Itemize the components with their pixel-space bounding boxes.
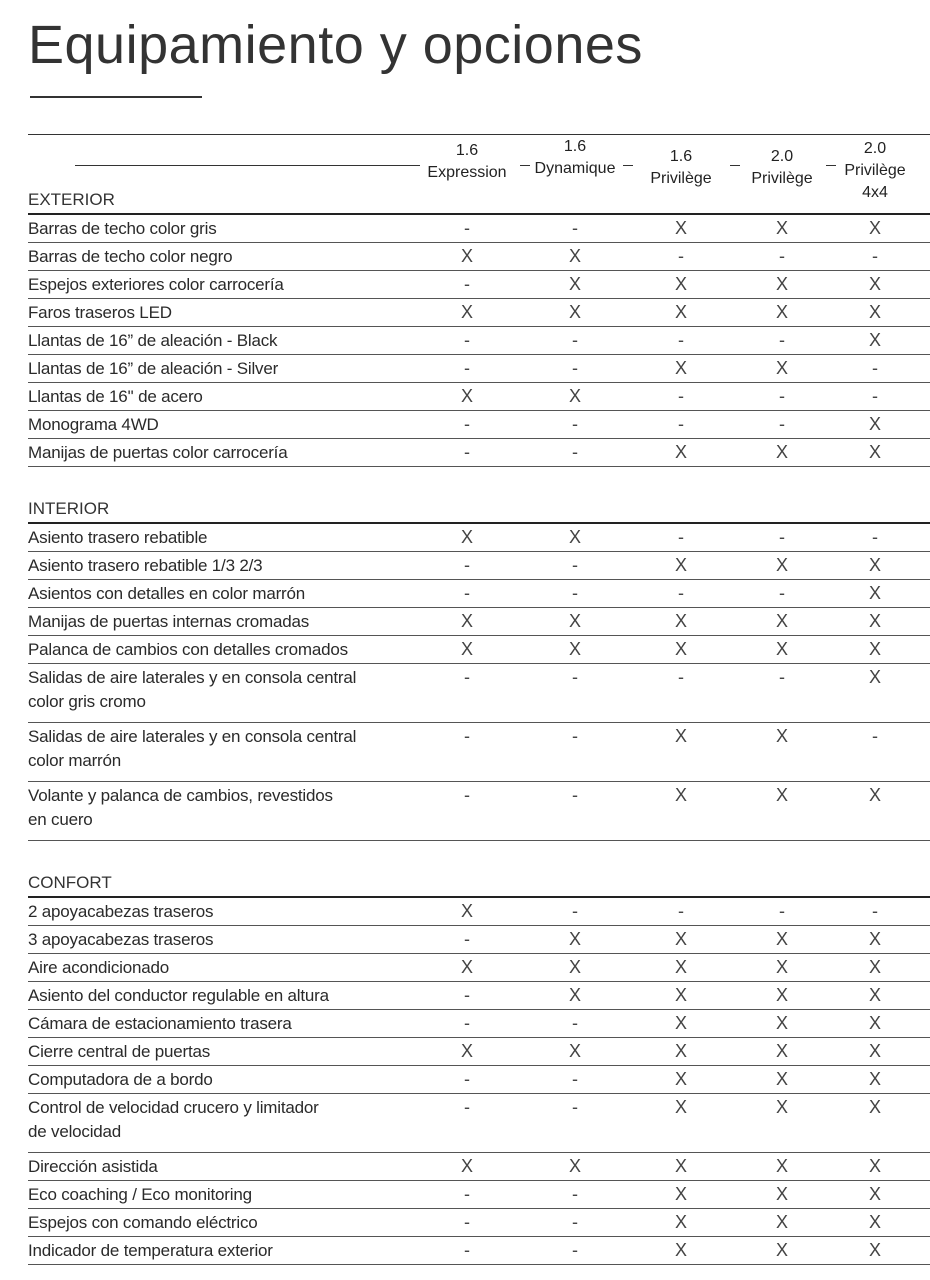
row-label: Espejos con comando eléctrico	[28, 1213, 258, 1232]
not-included-mark: -	[464, 929, 470, 949]
row-label: Faros traseros LED	[28, 303, 172, 322]
included-mark: X	[868, 414, 881, 434]
not-included-mark: -	[872, 901, 878, 921]
section-interior	[28, 495, 930, 841]
table-row	[28, 383, 930, 411]
section-confort	[28, 869, 930, 1265]
included-mark: X	[868, 1069, 881, 1089]
included-mark: X	[460, 611, 473, 631]
included-mark: X	[674, 957, 687, 977]
table-row	[28, 608, 930, 636]
included-mark: X	[868, 667, 881, 687]
not-included-mark: -	[572, 667, 578, 687]
included-mark: X	[775, 785, 788, 805]
table-row	[28, 1094, 930, 1153]
not-included-mark: -	[678, 527, 684, 547]
column-header-line3: 4x4	[862, 184, 888, 201]
included-mark: X	[674, 1041, 687, 1061]
not-included-mark: -	[779, 386, 785, 406]
row-label: Manijas de puertas color carrocería	[28, 443, 288, 462]
included-mark: X	[460, 302, 473, 322]
table-row	[28, 215, 930, 243]
included-mark: X	[775, 302, 788, 322]
included-mark: X	[868, 1013, 881, 1033]
not-included-mark: -	[464, 330, 470, 350]
page-title: Equipamiento y opciones	[28, 15, 643, 75]
included-mark: X	[868, 583, 881, 603]
row-label: Control de velocidad crucero y limitador de velocidad	[28, 1098, 319, 1141]
section-gap	[28, 841, 930, 869]
included-mark: X	[775, 1041, 788, 1061]
included-mark: X	[775, 274, 788, 294]
included-mark: X	[460, 246, 473, 266]
included-mark: X	[460, 386, 473, 406]
not-included-mark: -	[464, 1069, 470, 1089]
row-label: Asiento del conductor regulable en altura	[28, 986, 329, 1005]
not-included-mark: -	[572, 414, 578, 434]
included-mark: X	[674, 985, 687, 1005]
table-row	[28, 1181, 930, 1209]
not-included-mark: -	[572, 1069, 578, 1089]
included-mark: X	[674, 611, 687, 631]
included-mark: X	[674, 1069, 687, 1089]
included-mark: X	[775, 358, 788, 378]
not-included-mark: -	[464, 358, 470, 378]
included-mark: X	[460, 1041, 473, 1061]
row-label: Barras de techo color negro	[28, 247, 233, 266]
row-label: Asiento trasero rebatible 1/3 2/3	[28, 556, 263, 575]
not-included-mark: -	[678, 246, 684, 266]
included-mark: X	[868, 274, 881, 294]
not-included-mark: -	[872, 726, 878, 746]
table-row	[28, 664, 930, 723]
included-mark: X	[674, 639, 687, 659]
not-included-mark: -	[779, 527, 785, 547]
not-included-mark: -	[572, 218, 578, 238]
not-included-mark: -	[464, 274, 470, 294]
included-mark: X	[674, 1156, 687, 1176]
row-label: Computadora de a bordo	[28, 1070, 213, 1089]
table-row	[28, 1010, 930, 1038]
not-included-mark: -	[678, 667, 684, 687]
column-header-line1: 1.6	[455, 142, 479, 159]
included-mark: X	[775, 1156, 788, 1176]
included-mark: X	[674, 358, 687, 378]
table-row	[28, 1038, 930, 1066]
not-included-mark: -	[572, 330, 578, 350]
header-divider	[730, 165, 740, 166]
not-included-mark: -	[464, 218, 470, 238]
included-mark: X	[568, 929, 581, 949]
included-mark: X	[868, 1240, 881, 1260]
table-row	[28, 898, 930, 926]
section-title: EXTERIOR	[28, 186, 930, 215]
included-mark: X	[674, 1013, 687, 1033]
included-mark: X	[674, 1240, 687, 1260]
table-row	[28, 524, 930, 552]
included-mark: X	[868, 1041, 881, 1061]
included-mark: X	[460, 527, 473, 547]
not-included-mark: -	[464, 1013, 470, 1033]
header-rule	[75, 165, 420, 166]
row-label: Monograma 4WD	[28, 415, 159, 434]
table-row	[28, 355, 930, 383]
included-mark: X	[868, 442, 881, 462]
not-included-mark: -	[779, 246, 785, 266]
included-mark: X	[674, 302, 687, 322]
included-mark: X	[568, 1041, 581, 1061]
row-label: Cierre central de puertas	[28, 1042, 211, 1061]
not-included-mark: -	[464, 1240, 470, 1260]
row-label: Llantas de 16” de aleación - Silver	[28, 359, 279, 378]
not-included-mark: -	[464, 1212, 470, 1232]
not-included-mark: -	[779, 901, 785, 921]
row-label: Llantas de 16” de aleación - Black	[28, 331, 278, 350]
included-mark: X	[868, 1212, 881, 1232]
row-label: Dirección asistida	[28, 1157, 158, 1176]
not-included-mark: -	[572, 442, 578, 462]
section-title: INTERIOR	[28, 495, 930, 524]
included-mark: X	[868, 957, 881, 977]
included-mark: X	[674, 555, 687, 575]
table-row	[28, 1153, 930, 1181]
included-mark: X	[775, 639, 788, 659]
included-mark: X	[775, 957, 788, 977]
not-included-mark: -	[572, 901, 578, 921]
not-included-mark: -	[464, 442, 470, 462]
included-mark: X	[674, 1097, 687, 1117]
column-header-line2: Expression	[427, 164, 507, 181]
not-included-mark: -	[572, 1240, 578, 1260]
included-mark: X	[775, 1212, 788, 1232]
section-gap	[28, 467, 930, 495]
included-mark: X	[868, 330, 881, 350]
section-exterior	[28, 186, 930, 467]
column-header-line1: 2.0	[863, 140, 887, 157]
table-row	[28, 1237, 930, 1265]
included-mark: X	[775, 442, 788, 462]
row-label: Volante y palanca de cambios, revestidos en cuero	[28, 786, 333, 829]
included-mark: X	[568, 1156, 581, 1176]
row-label: Barras de techo color gris	[28, 219, 217, 238]
equipment-table	[28, 186, 930, 1265]
not-included-mark: -	[678, 414, 684, 434]
table-row	[28, 299, 930, 327]
included-mark: X	[868, 1156, 881, 1176]
table-row	[28, 982, 930, 1010]
table-row	[28, 782, 930, 841]
included-mark: X	[460, 901, 473, 921]
not-included-mark: -	[464, 1097, 470, 1117]
not-included-mark: -	[572, 1212, 578, 1232]
included-mark: X	[868, 985, 881, 1005]
included-mark: X	[868, 555, 881, 575]
table-row	[28, 243, 930, 271]
included-mark: X	[674, 785, 687, 805]
included-mark: X	[674, 442, 687, 462]
table-row	[28, 552, 930, 580]
included-mark: X	[568, 274, 581, 294]
included-mark: X	[868, 929, 881, 949]
table-row	[28, 1209, 930, 1237]
included-mark: X	[568, 246, 581, 266]
included-mark: X	[775, 218, 788, 238]
not-included-mark: -	[572, 358, 578, 378]
not-included-mark: -	[464, 785, 470, 805]
header-divider	[520, 165, 530, 166]
column-header-line1: 1.6	[563, 138, 587, 155]
not-included-mark: -	[779, 583, 785, 603]
title-underline	[30, 96, 202, 98]
included-mark: X	[460, 957, 473, 977]
row-label: Indicador de temperatura exterior	[28, 1241, 273, 1260]
included-mark: X	[775, 1013, 788, 1033]
included-mark: X	[775, 1240, 788, 1260]
row-label: Asientos con detalles en color marrón	[28, 584, 306, 603]
not-included-mark: -	[678, 901, 684, 921]
included-mark: X	[775, 555, 788, 575]
not-included-mark: -	[872, 386, 878, 406]
included-mark: X	[775, 1184, 788, 1204]
not-included-mark: -	[464, 583, 470, 603]
column-header-line2: Privilège	[751, 170, 813, 187]
column-header-line2: Privilège	[650, 170, 712, 187]
included-mark: X	[868, 611, 881, 631]
not-included-mark: -	[779, 414, 785, 434]
not-included-mark: -	[572, 583, 578, 603]
included-mark: X	[674, 726, 687, 746]
not-included-mark: -	[572, 1097, 578, 1117]
included-mark: X	[775, 726, 788, 746]
included-mark: X	[674, 929, 687, 949]
not-included-mark: -	[872, 527, 878, 547]
row-label: Palanca de cambios con detalles cromados	[28, 640, 348, 659]
row-label: Asiento trasero rebatible	[28, 528, 208, 547]
row-label: 2 apoyacabezas traseros	[28, 902, 214, 921]
included-mark: X	[868, 1184, 881, 1204]
not-included-mark: -	[464, 1184, 470, 1204]
table-row	[28, 954, 930, 982]
row-label: Llantas de 16'' de acero	[28, 387, 203, 406]
table-row	[28, 1066, 930, 1094]
row-label: Aire acondicionado	[28, 958, 169, 977]
table-row	[28, 580, 930, 608]
table-row	[28, 271, 930, 299]
included-mark: X	[674, 218, 687, 238]
not-included-mark: -	[572, 1184, 578, 1204]
header-divider	[623, 165, 633, 166]
not-included-mark: -	[572, 1013, 578, 1033]
not-included-mark: -	[678, 386, 684, 406]
table-row	[28, 411, 930, 439]
table-row	[28, 439, 930, 467]
not-included-mark: -	[678, 583, 684, 603]
column-header-line1: 1.6	[669, 148, 693, 165]
included-mark: X	[674, 1184, 687, 1204]
table-row	[28, 636, 930, 664]
header-divider	[826, 165, 836, 166]
not-included-mark: -	[572, 555, 578, 575]
included-mark: X	[775, 1097, 788, 1117]
row-label: Cámara de estacionamiento trasera	[28, 1014, 292, 1033]
table-row	[28, 926, 930, 954]
included-mark: X	[568, 386, 581, 406]
included-mark: X	[568, 302, 581, 322]
not-included-mark: -	[464, 667, 470, 687]
row-label: Manijas de puertas internas cromadas	[28, 612, 310, 631]
included-mark: X	[775, 929, 788, 949]
row-label: Eco coaching / Eco monitoring	[28, 1185, 252, 1204]
column-header-line2: Dynamique	[534, 160, 616, 177]
included-mark: X	[775, 611, 788, 631]
not-included-mark: -	[464, 985, 470, 1005]
not-included-mark: -	[464, 555, 470, 575]
not-included-mark: -	[464, 414, 470, 434]
included-mark: X	[775, 985, 788, 1005]
row-label: Salidas de aire laterales y en consola central color marrón	[28, 727, 357, 770]
included-mark: X	[568, 985, 581, 1005]
not-included-mark: -	[779, 667, 785, 687]
row-label: Salidas de aire laterales y en consola central color gris cromo	[28, 668, 357, 711]
included-mark: X	[460, 639, 473, 659]
included-mark: X	[868, 218, 881, 238]
included-mark: X	[868, 302, 881, 322]
not-included-mark: -	[572, 726, 578, 746]
not-included-mark: -	[872, 246, 878, 266]
included-mark: X	[568, 611, 581, 631]
row-label: Espejos exteriores color carrocería	[28, 275, 284, 294]
included-mark: X	[460, 1156, 473, 1176]
included-mark: X	[868, 639, 881, 659]
not-included-mark: -	[572, 785, 578, 805]
included-mark: X	[568, 527, 581, 547]
column-header-line2: Privilège	[844, 162, 906, 179]
table-row	[28, 723, 930, 782]
row-label: 3 apoyacabezas traseros	[28, 930, 214, 949]
included-mark: X	[868, 785, 881, 805]
section-title: CONFORT	[28, 869, 930, 898]
table-top-rule	[28, 134, 930, 135]
included-mark: X	[775, 1069, 788, 1089]
table-row	[28, 327, 930, 355]
included-mark: X	[674, 274, 687, 294]
not-included-mark: -	[872, 358, 878, 378]
included-mark: X	[868, 1097, 881, 1117]
column-header-line1: 2.0	[770, 148, 794, 165]
not-included-mark: -	[779, 330, 785, 350]
not-included-mark: -	[464, 726, 470, 746]
included-mark: X	[568, 957, 581, 977]
not-included-mark: -	[678, 330, 684, 350]
included-mark: X	[674, 1212, 687, 1232]
included-mark: X	[568, 639, 581, 659]
